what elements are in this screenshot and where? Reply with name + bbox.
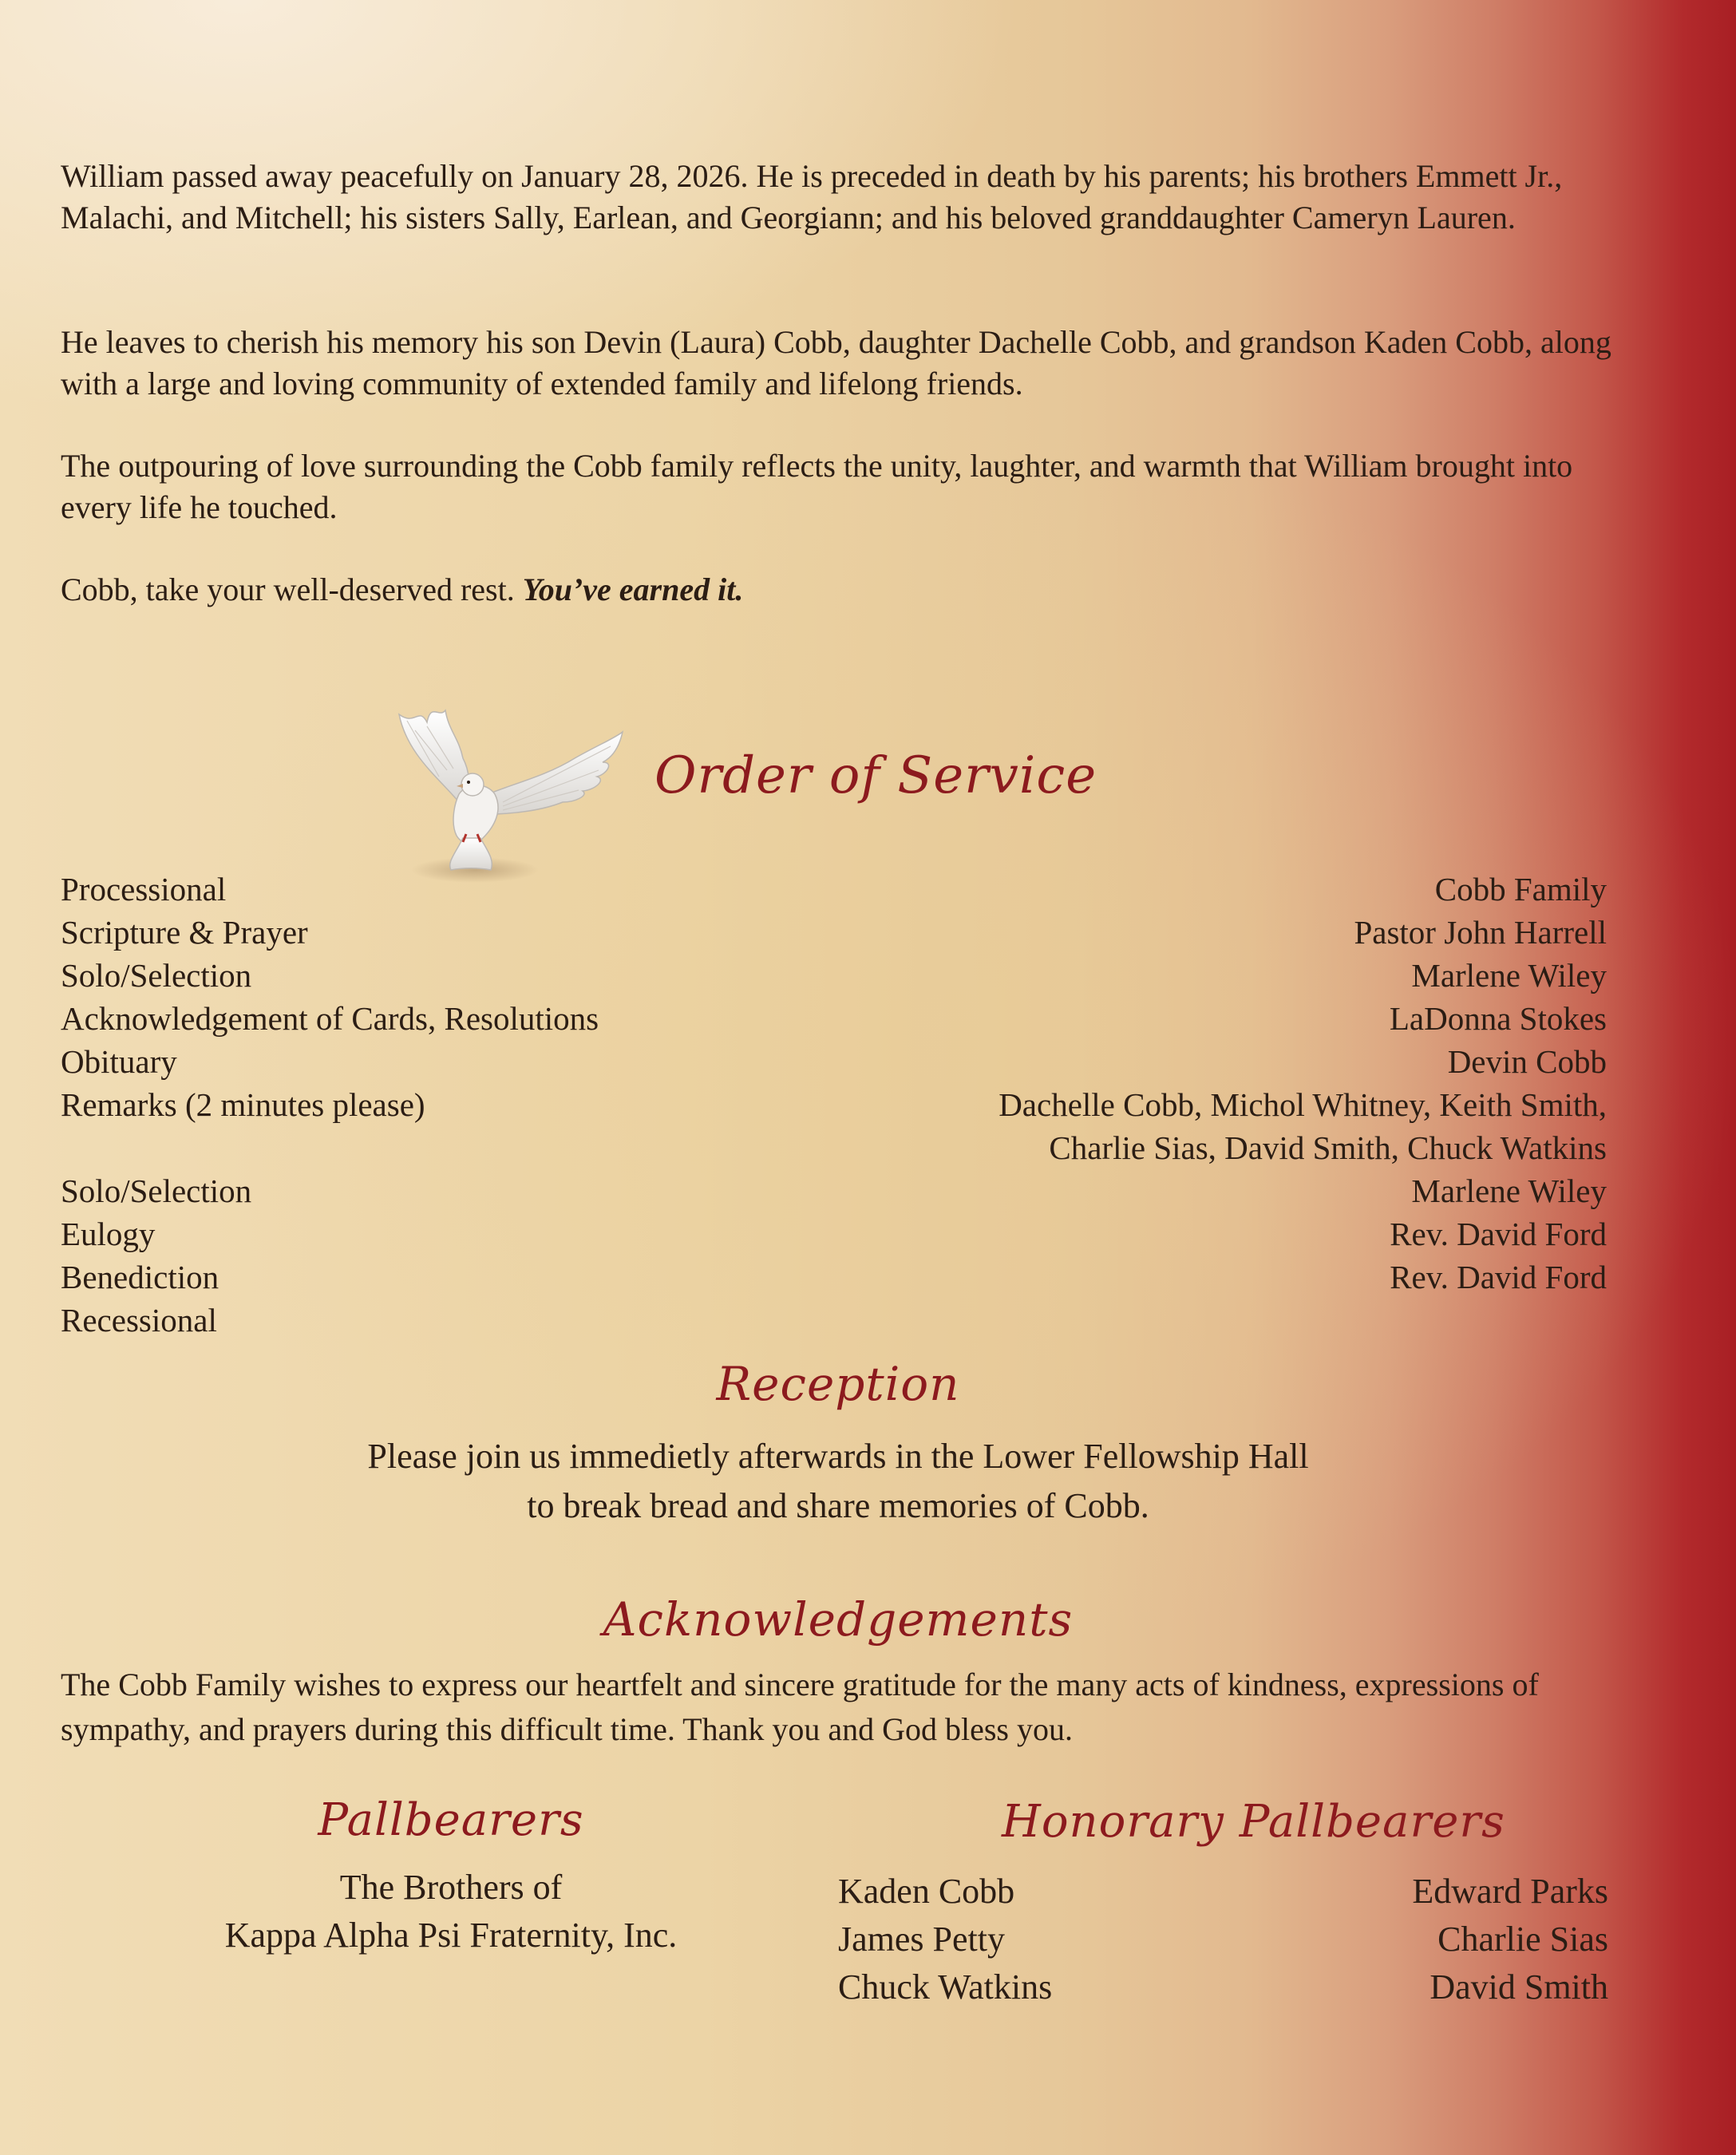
service-person-line: Dachelle Cobb, Michol Whitney, Keith Smith, [998,1086,1607,1123]
pallbearers-text [160,1864,742,1959]
acknowledgements-text: The Cobb Family wishes to express our heartfelt and sincere gratitude for the many acts of kindness, expressions of sympathy, and prayers during this difficult time. Thank you and God bless you. [61,1667,1539,1747]
intro-paragraph-survivors: He leaves to cherish his memory his son Devin (Laura) Cobb, daughter Dachelle Cobb, and grandson Kaden Cobb, along with a large and loving community of extended family and lifelong friends. [61,324,1611,401]
service-person: Devin Cobb [1447,1043,1607,1080]
honorary-pallbearers-right [1277,1868,1608,2011]
service-item: Obituary [61,1043,177,1080]
pallbearers-heading: Pallbearers [318,1794,584,1846]
honorary-pallbearers-heading: Honorary Pallbearers [1002,1796,1505,1848]
dove-icon [383,682,639,890]
service-item: Scripture & Prayer [61,914,308,951]
reception-line: Please join us immedietly afterwards in the Lower Fellowship Hall [367,1437,1309,1476]
service-person: Rev. David Ford [1390,1259,1607,1295]
service-row [61,1169,1607,1212]
service-row [61,911,1607,954]
acknowledgements-heading: Acknowledgements [603,1592,1074,1647]
service-row [61,1255,1607,1299]
service-item: Processional [61,871,227,907]
order-of-service-list [61,868,1607,1342]
service-person: Marlene Wiley [1411,1172,1607,1209]
reception-text [0,1432,1676,1531]
service-person: Marlene Wiley [1411,957,1607,994]
service-row [61,1083,1607,1169]
rest-emphasis: You’ve earned it. [522,571,744,607]
honorary-pallbearers-left [838,1868,1052,2011]
service-item: Eulogy [61,1216,156,1252]
service-item: Acknowledgement of Cards, Resolutions [61,1000,599,1037]
service-row [61,868,1607,911]
intro-paragraph-rest [61,569,1625,611]
service-item: Solo/Selection [61,957,252,994]
honorary-pallbearer: Kaden Cobb [838,1872,1015,1911]
honorary-pallbearer: Edward Parks [1412,1872,1608,1911]
service-person: Rev. David Ford [1390,1216,1607,1252]
service-row [61,1299,1607,1342]
service-item: Remarks (2 minutes please) [61,1086,425,1123]
reception-line: to break bread and share memories of Cobb. [527,1486,1149,1525]
service-row [61,997,1607,1040]
service-item: Solo/Selection [61,1172,252,1209]
pallbearers-line: The Brothers of [339,1868,563,1907]
service-row [61,1212,1607,1255]
honorary-pallbearer: Chuck Watkins [838,1967,1053,2007]
intro-paragraph-outpouring: The outpouring of love surrounding the Cobb family reflects the unity, laughter, and warmth that William brought into every life he touched. [61,448,1573,525]
service-person: Pastor John Harrell [1354,914,1607,951]
rest-text: Cobb, take your well-deserved rest. [61,571,515,607]
service-row [61,954,1607,997]
honorary-pallbearer: David Smith [1430,1967,1608,2007]
service-person: Cobb Family [1434,871,1607,907]
honorary-pallbearer: Charlie Sias [1437,1920,1608,1959]
service-row [61,1040,1607,1083]
intro-paragraph-passing: William passed away peacefully on January 28, 2026. He is preceded in death by his parents; his brothers Emmett Jr., Malachi, and Mitchell; his sisters Sally, Earlean, and Georgiann; and his beloved granddaughter Cameryn Lauren. [61,158,1563,235]
honorary-pallbearer: James Petty [838,1920,1005,1959]
pallbearers-line: Kappa Alpha Psi Fraternity, Inc. [224,1916,678,1955]
service-item: Benediction [61,1259,219,1295]
service-item: Recessional [61,1302,217,1338]
service-person: LaDonna Stokes [1389,1000,1607,1037]
service-person-line: Charlie Sias, David Smith, Chuck Watkins [1049,1129,1607,1166]
order-of-service-heading: Order of Service [654,746,1097,805]
reception-heading: Reception [716,1357,960,1411]
service-person [998,1083,1607,1169]
